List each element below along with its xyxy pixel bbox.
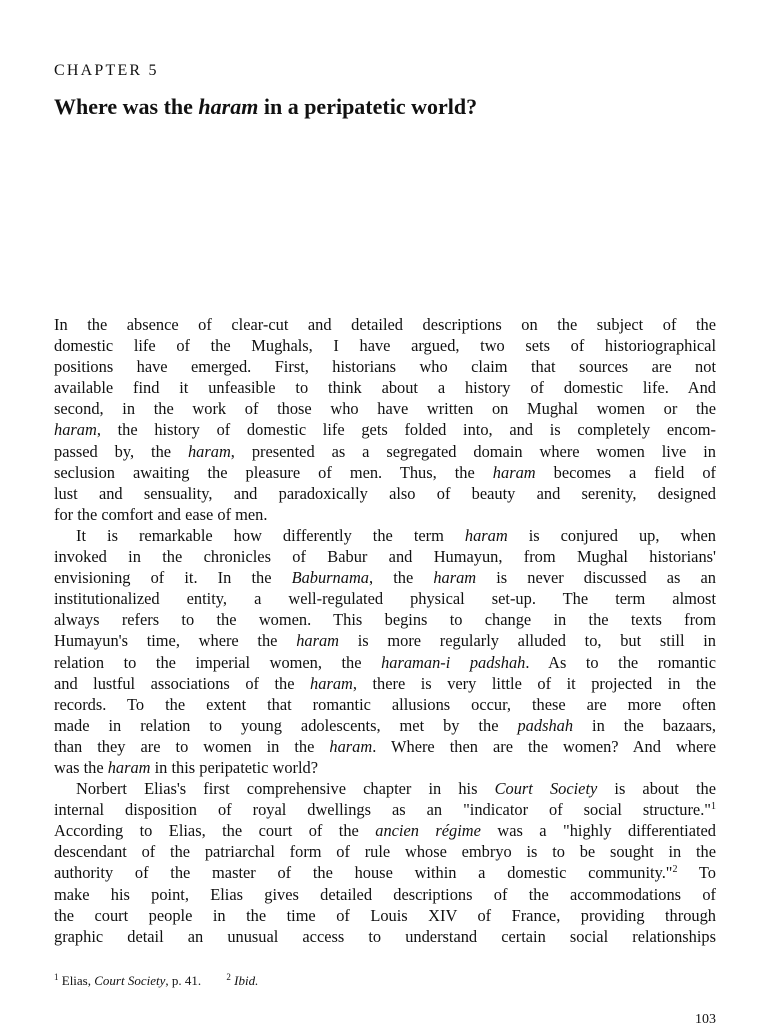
text-line: for the comfort and ease of men. — [54, 504, 268, 524]
footnote: $^2$ Ibid. — [226, 972, 259, 988]
body-text — [54, 314, 716, 947]
footnote-number: 2 — [226, 972, 231, 982]
chapter-title-text: Where was the — [54, 94, 199, 119]
text-line: internal disposition of royal dwellings as an "indicator of social structure."$^1$ — [54, 800, 716, 820]
footnote: $^1$ Elias, Court Society, p. 41. — [54, 972, 202, 988]
text-line: Humayun's time, where the haram is more regularly alluded to, but still in — [54, 631, 716, 651]
text-line: made in relation to young adolescents, met by the padshah in the bazaars, — [54, 715, 716, 735]
text-line: authority of the master of the house within a domestic community."$^2$ To — [54, 863, 716, 883]
text-line: relation to the imperial women, the haraman-i padshah. As to the romantic — [54, 652, 716, 672]
text-line: the court people in the time of Louis XIV of France, providing through — [54, 905, 716, 925]
page-number: 103 — [695, 1012, 716, 1027]
text-line: Norbert Elias's first comprehensive chapter in his Court Society is about the — [76, 779, 716, 799]
text-line: than they are to women in the haram. Where then are the women? And where — [54, 736, 716, 756]
footnote-ref[interactable]: 2 — [672, 864, 678, 876]
text-line: available find it unfeasible to think about a history of domestic life. And — [54, 378, 716, 398]
text-line: graphic detail an unusual access to understand certain social relationships — [54, 926, 716, 946]
text-line: make his point, Elias gives detailed descriptions of the accommodations of — [54, 884, 716, 904]
text-line: was the haram in this peripatetic world? — [54, 757, 319, 777]
text-line: descendant of the patriarchal form of rule whose embryo is to be sought in the — [54, 842, 716, 862]
footnote-ref[interactable]: 1 — [711, 801, 716, 813]
text-line: It is remarkable how differently the term haram is conjured up, when — [76, 525, 716, 545]
text-line: domestic life of the Mughals, I have argued, two sets of historiographical — [54, 336, 716, 356]
chapter-title-text: in a peripatetic world? — [258, 94, 478, 119]
text-line: second, in the work of those who have written on Mughal women or the — [54, 399, 716, 419]
text-line: and lustful associations of the haram, there is very little of it projected in the — [54, 673, 716, 693]
chapter-label: CHAPTER 5 — [54, 62, 159, 79]
chapter-title — [54, 92, 477, 122]
text-line: In the absence of clear-cut and detailed descriptions on the subject of the — [54, 315, 716, 334]
text-line: positions have emerged. First, historians who claim that sources are not — [54, 357, 716, 377]
text-line: seclusion awaiting the pleasure of men. Thus, the haram becomes a field of — [54, 462, 716, 482]
text-line: passed by, the haram, presented as a segregated domain where women live in — [54, 441, 716, 461]
text-line: envisioning of it. In the Baburnama, the haram is never discussed as an — [54, 568, 716, 588]
chapter-title-italic: haram — [198, 94, 259, 119]
footnote-number: 1 — [54, 972, 59, 982]
text-line: invoked in the chronicles of Babur and Humayun, from Mughal historians' — [54, 547, 716, 567]
text-line: records. To the extent that romantic allusions occur, these are more often — [54, 694, 716, 714]
text-line: institutionalized entity, a well-regulated physical set-up. The term almost — [54, 589, 716, 609]
text-line: According to Elias, the court of the ancien régime was a "highly differentiated — [54, 821, 716, 841]
text-line: haram, the history of domestic life gets folded into, and is completely encom- — [54, 420, 716, 440]
text-line: lust and sensuality, and paradoxically also of beauty and serenity, designed — [54, 483, 716, 503]
footnotes — [54, 972, 280, 990]
text-line: always refers to the women. This begins to change in the texts from — [54, 610, 716, 630]
